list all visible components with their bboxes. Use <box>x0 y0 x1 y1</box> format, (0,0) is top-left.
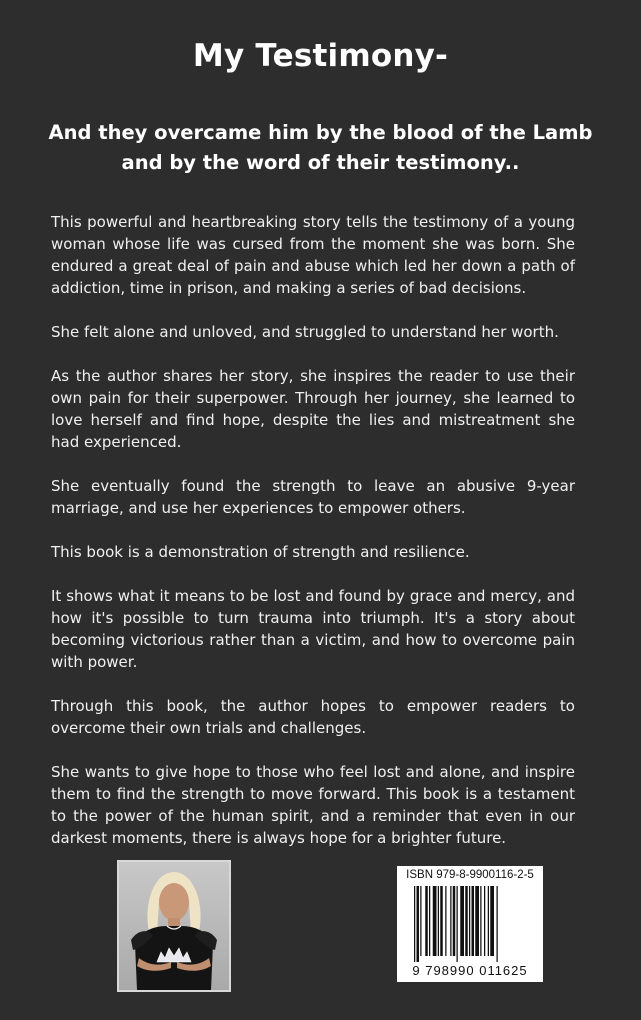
blurb-paragraph: This powerful and heartbreaking story tells the testimony of a young woman whose life was cursed from the moment she was born. She endured a great deal of pain and abuse which led her down a path of addiction, time in prison, and making a series of bad decisions. <box>51 213 575 297</box>
barcode-digits: 9 798990 011625 <box>412 963 528 978</box>
scripture-subtitle <box>40 118 601 178</box>
isbn-label: ISBN 979-8-9900116-2-5 <box>406 869 534 881</box>
blurb-paragraph: She eventually found the strength to leave an abusive 9-year marriage, and use her experiences to empower others. <box>51 477 575 517</box>
author-portrait-image <box>119 862 229 990</box>
blurb-paragraph: She felt alone and unloved, and struggled to understand her worth. <box>51 323 559 341</box>
blurb-paragraph: Through this book, the author hopes to empower readers to overcome their own trials and challenges. <box>51 697 575 737</box>
blurb-paragraph: As the author shares her story, she inspires the reader to use their own pain for their superpower. Through her journey, she learned to love herself and find hope, despite the lies and mistreatment she had experienced. <box>51 367 575 451</box>
blurb-text <box>51 211 575 871</box>
blurb-paragraph: It shows what it means to be lost and found by grace and mercy, and how it's possible to turn trauma into triumph. It's a story about becoming victorious rather than a victim, and how to overcome pain with power. <box>51 587 575 671</box>
author-photo <box>117 860 231 992</box>
subtitle-line: And they overcame him by the blood of the Lamb <box>48 121 593 144</box>
isbn-barcode <box>397 866 543 982</box>
subtitle-line: and by the word of their testimony.. <box>121 151 520 174</box>
blurb-paragraph: This book is a demonstration of strength and resilience. <box>51 543 470 561</box>
book-title: My Testimony- <box>192 38 449 74</box>
blurb-paragraph: She wants to give hope to those who feel lost and alone, and inspire them to find the strength to move forward. This book is a testament to the power of the human spirit, and a reminder that even in our darkest moments, there is always hope for a brighter future. <box>51 763 575 847</box>
barcode-bars <box>414 886 526 962</box>
